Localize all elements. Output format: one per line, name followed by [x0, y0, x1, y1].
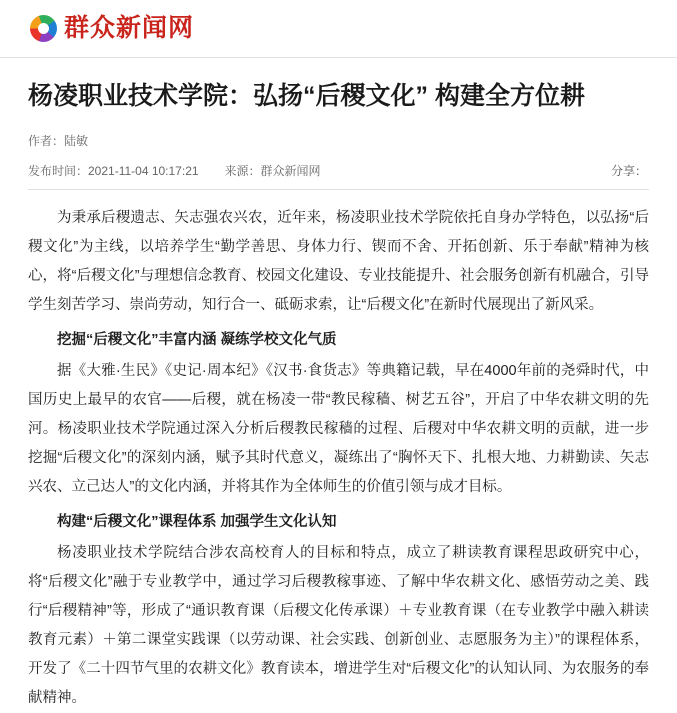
article-container [0, 80, 677, 713]
article-paragraph: 为秉承后稷遗志、矢志强农兴农，近年来，杨凌职业技术学院依托自身办学特色，以弘扬“后稷文化”为主线，以培养学生“勤学善思、身体力行、锲而不舍、开拓创新、乐于奉献”精神为核心，将“后稷文化”与理想信念教育、校园文化建设、专业技能提升、社会服务创新有机融合，引导学生刻苦学习、崇尚劳动，知行合一、砥砺求索，让“后稷文化”在新时代展现出了新风采。 [28, 209, 649, 313]
article-source: 来源：群众新闻网 [224, 163, 321, 178]
article-subheading: 挖掘“后稷文化”丰富内涵 凝练学校文化气质 [57, 331, 337, 348]
meta-left-group [28, 162, 321, 179]
article-paragraph: 据《大雅·生民》《史记·周本纪》《汉书·食货志》等典籍记载，早在4000年前的尧舜时代，中国历史上最早的农官——后稷，就在杨凌一带“教民稼穑、树艺五谷”，开启了中华农耕文明的先河。杨凌职业技术学院通过深入分析后稷教民稼穑的过程、后稷对中华农耕文明的贡献，进一步挖掘“后稷文化”的深刻内涵，赋予其时代意义，凝练出了“胸怀天下、扎根大地、力耕勤读、矢志兴农、立己达人”的文化内涵，并将其作为全体师生的价值引领与成才目标。 [28, 362, 649, 495]
publish-time: 发布时间：2021-11-04 10:17:21 [28, 163, 199, 178]
share-label[interactable]: 分享： [610, 163, 647, 178]
site-logo[interactable] [30, 15, 194, 42]
article-author: 作者：陆敏 [28, 133, 89, 148]
site-header [0, 0, 677, 58]
colored-circle-logo-icon [30, 15, 57, 42]
article-subheading: 构建“后稷文化”课程体系 加强学生文化认知 [57, 513, 337, 530]
article-paragraph: 杨凌职业技术学院结合涉农高校育人的目标和特点，成立了耕读教育课程思政研究中心，将“后稷文化”融于专业教学中，通过学习后稷教稼事迹、了解中华农耕文化、感悟劳动之美、践行“后稷精神”等，形成了“通识教育课（后稷文化传承课）＋专业教育课（在专业教学中融入耕读教育元素）＋第二课堂实践课（以劳动课、社会实践、创新创业、志愿服务为主）”的课程体系，开发了《二十四节气里的农耕文化》教育读本，增进学生对“后稷文化”的认知认同、为农服务的奉献精神。 [28, 544, 649, 706]
page-title: 杨凌职业技术学院：弘扬“后稷文化” 构建全方位耕 [28, 82, 585, 110]
site-name: 群众新闻网 [64, 15, 195, 42]
article-body [28, 204, 649, 713]
article-meta-bar [28, 162, 649, 190]
